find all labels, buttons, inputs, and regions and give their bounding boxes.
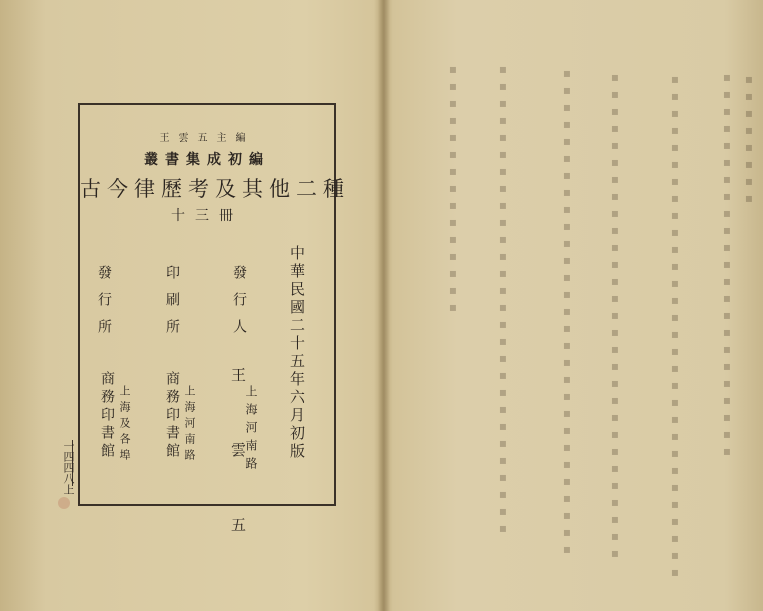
show-through-text: ▪▪▪▪▪▪▪▪▪▪▪▪▪▪▪▪▪▪▪▪▪▪▪▪▪▪▪▪▪	[608, 70, 622, 563]
show-through-text: ▪▪▪▪▪▪▪▪▪▪▪▪▪▪▪	[446, 62, 460, 317]
publication-date: 中華民國二十五年六月初版	[288, 245, 306, 461]
issuer-name: 商務印書館	[99, 371, 115, 461]
show-through-text: ▪▪▪▪▪▪▪▪▪▪▪▪▪▪▪▪▪▪▪▪▪▪▪	[720, 70, 734, 461]
show-through-text: ▪▪▪▪▪▪▪▪	[742, 72, 756, 208]
show-through-text: ▪▪▪▪▪▪▪▪▪▪▪▪▪▪▪▪▪▪▪▪▪▪▪▪▪▪▪▪▪▪	[668, 72, 682, 582]
book-title: 古今律歷考及其他二種	[80, 177, 350, 201]
series-title: 叢書集成初編	[144, 152, 270, 168]
printer-name: 商務印書館	[164, 371, 180, 461]
issuer-address: 上海及各埠	[118, 385, 131, 465]
stamp-mark	[58, 497, 70, 509]
show-through-text: ▪▪▪▪▪▪▪▪▪▪▪▪▪▪▪▪▪▪▪▪▪▪▪▪▪▪▪▪▪	[560, 66, 574, 559]
page-number: 一四四八上	[62, 440, 75, 495]
colophon-frame	[78, 103, 350, 592]
printer-label: 印刷所	[164, 265, 180, 346]
volume-count: 十三冊	[171, 208, 243, 224]
printer-address: 上海河南路	[183, 385, 196, 465]
publisher-name: 王雲五	[229, 367, 247, 592]
editor-credit: 王雲五主編	[159, 133, 255, 144]
publisher-address: 上海河南路	[244, 385, 258, 475]
publisher-label: 發行人	[231, 265, 247, 346]
show-through-text: ▪▪▪▪▪▪▪▪▪▪▪▪▪▪▪▪▪▪▪▪▪▪▪▪▪▪▪▪	[496, 62, 510, 538]
issuer-label: 發行所	[96, 265, 112, 346]
